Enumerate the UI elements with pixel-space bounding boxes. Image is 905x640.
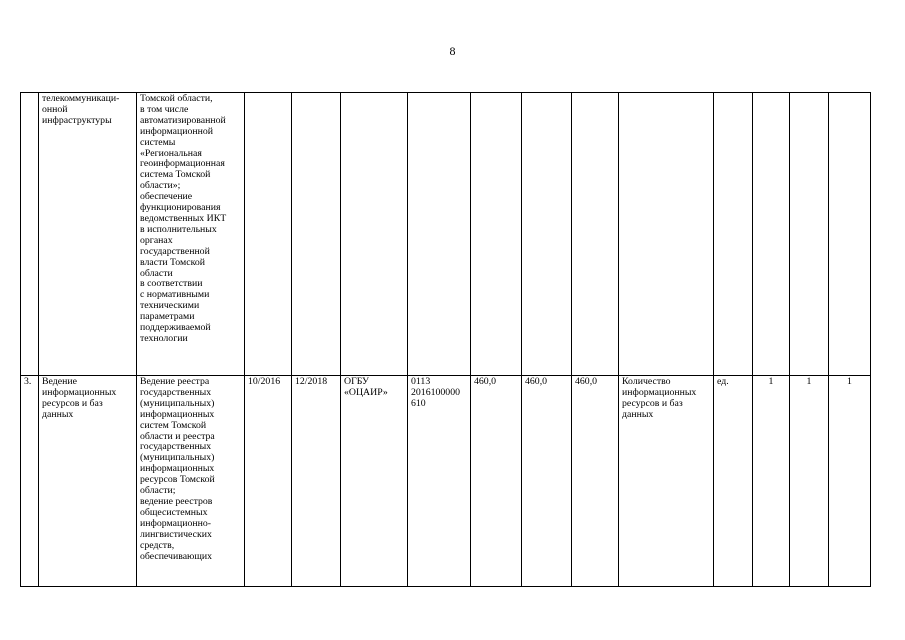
indicator-value-cell: [829, 93, 871, 376]
row-number-cell: 3.: [21, 376, 39, 587]
executor-cell: ОГБУ «ОЦАИР»: [341, 376, 408, 587]
indicator-value-cell: 1: [829, 376, 871, 587]
funding-cell: [471, 93, 522, 376]
indicator-value-cell: 1: [753, 376, 790, 587]
indicator-value-cell: [790, 93, 829, 376]
funding-cell: [522, 93, 572, 376]
funding-cell: 460,0: [522, 376, 572, 587]
start-date-cell: 10/2016: [245, 376, 292, 587]
funding-cell: 460,0: [572, 376, 619, 587]
description-cell: Томской области, в том числе автоматизированной информационной системы «Региональная геоинформационная система Томской области»; обеспечение функционирования ведомственных ИКТ в исполнительных органах государственной власти Томской области в соответствии с нормативными техническими параметрами поддерживаемой технологии: [137, 93, 245, 376]
activity-cell: телекоммуникаци- онной инфраструктуры: [39, 93, 137, 376]
description-cell: Ведение реестра государственных (муниципальных) информационных систем Томской области и реестра государственных (муниципальных) информационных ресурсов Томской области; ведение реестров общесистемных информационно- лингвистических средств, обеспечивающих: [137, 376, 245, 587]
page-number: 8: [449, 44, 456, 58]
start-date-cell: [245, 93, 292, 376]
budget-code-cell: [408, 93, 471, 376]
program-table: [20, 92, 871, 587]
indicator-value-cell: [753, 93, 790, 376]
row-number-cell: [21, 93, 39, 376]
table-row: [21, 376, 871, 587]
unit-cell: [714, 93, 753, 376]
activity-cell: Ведение информационных ресурсов и баз данных: [39, 376, 137, 587]
end-date-cell: [292, 93, 341, 376]
end-date-cell: 12/2018: [292, 376, 341, 587]
table-row: [21, 93, 871, 376]
indicator-value-cell: 1: [790, 376, 829, 587]
executor-cell: [341, 93, 408, 376]
unit-cell: ед.: [714, 376, 753, 587]
budget-code-cell: 0113 2016100000 610: [408, 376, 471, 587]
funding-cell: 460,0: [471, 376, 522, 587]
indicator-cell: Количество информационных ресурсов и баз данных: [619, 376, 714, 587]
indicator-cell: [619, 93, 714, 376]
funding-cell: [572, 93, 619, 376]
